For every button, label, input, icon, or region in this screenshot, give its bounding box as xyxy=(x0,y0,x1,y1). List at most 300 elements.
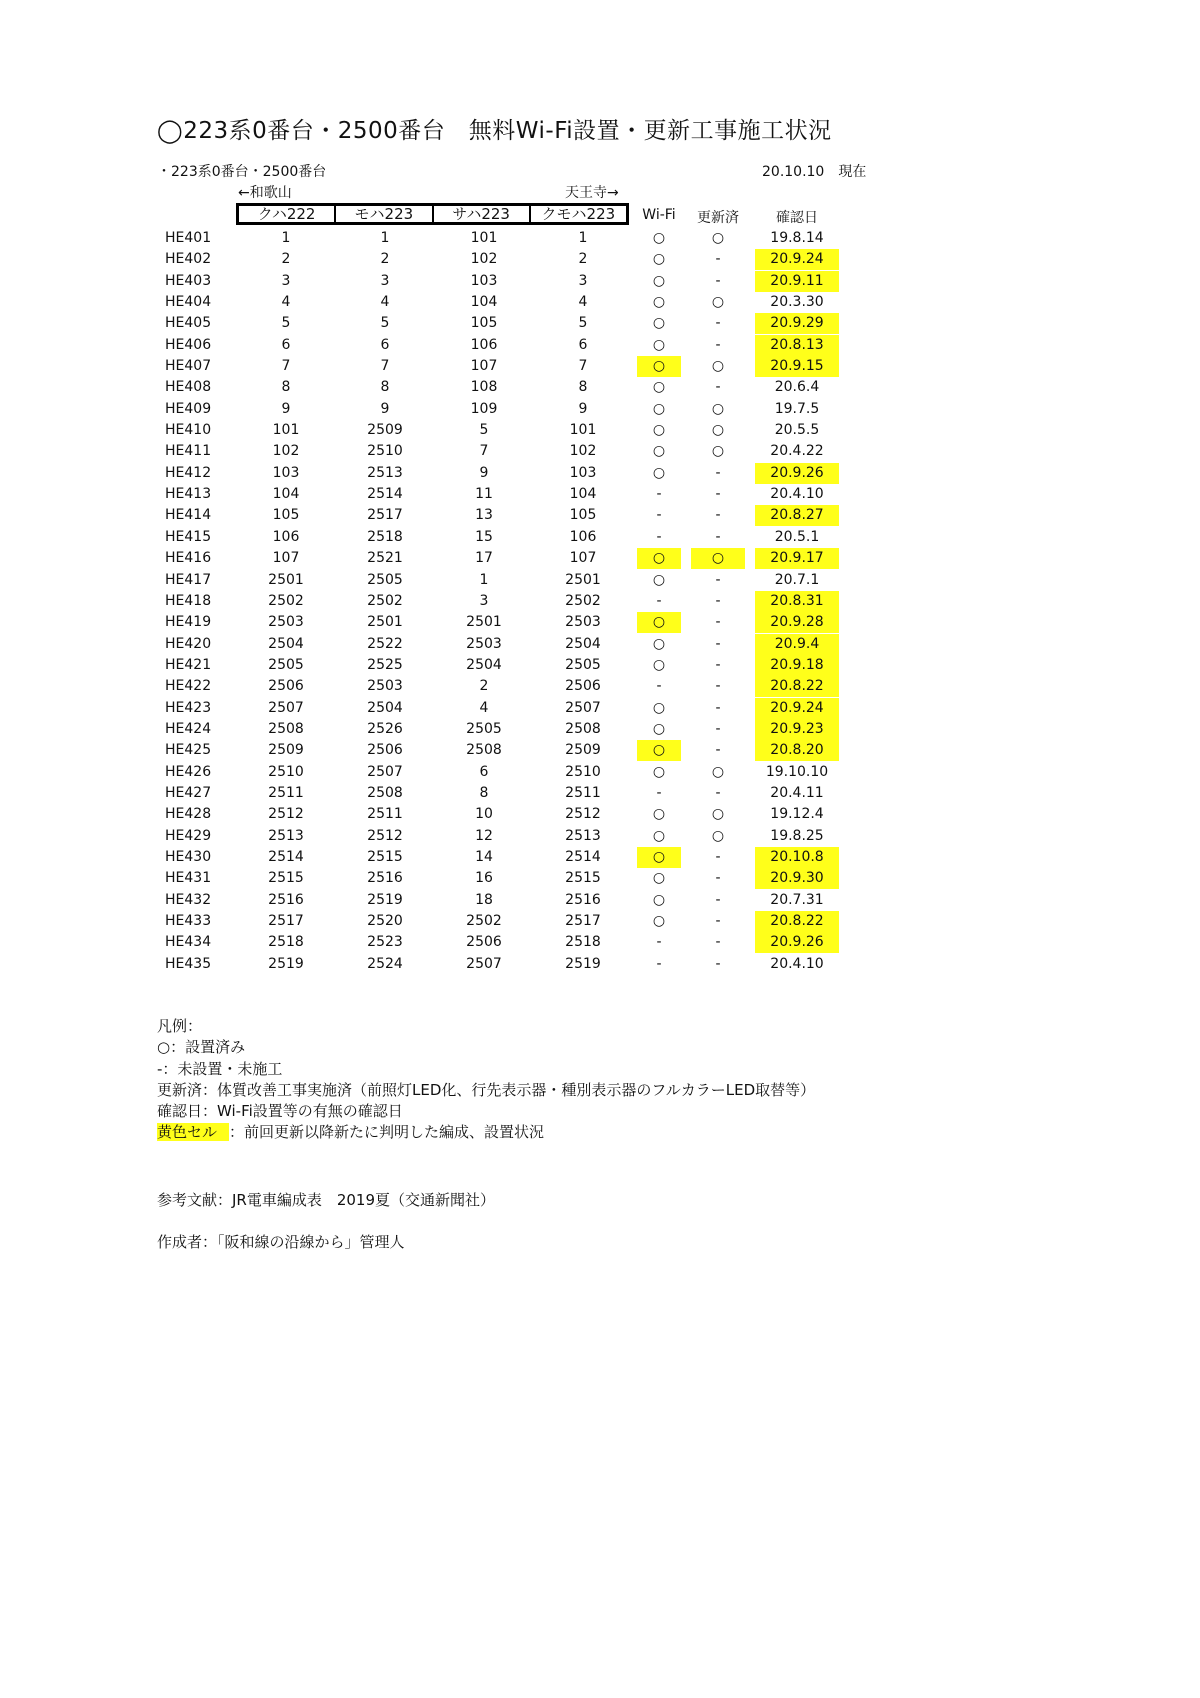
kuha222-number: 101 xyxy=(272,422,300,439)
formation-id: HE411 xyxy=(165,443,212,460)
formation-id: HE402 xyxy=(165,251,212,268)
checked-date: 20.8.22 xyxy=(755,676,839,697)
formation-id: HE415 xyxy=(165,528,212,545)
moha223-number: 4 xyxy=(380,294,390,311)
formation-id: HE417 xyxy=(165,571,212,588)
legend xyxy=(157,1016,815,1144)
moha223-number: 2513 xyxy=(367,464,403,481)
renewed-status: - xyxy=(715,592,721,609)
renewed-status: - xyxy=(715,528,721,545)
formation-id: HE430 xyxy=(165,848,212,865)
saha223-number: 2502 xyxy=(466,913,502,929)
checked-date: 20.4.11 xyxy=(770,784,824,801)
kumoha223-number: 2514 xyxy=(565,848,601,865)
kumoha223-number: 1 xyxy=(578,230,588,246)
saha223-number: 106 xyxy=(470,336,498,353)
renewed-status: - xyxy=(715,678,721,695)
kuha222-number: 102 xyxy=(272,443,300,460)
renewed-status: - xyxy=(715,336,721,353)
saha223-number: 2504 xyxy=(466,656,502,673)
formation-id: HE419 xyxy=(165,614,212,631)
car-header-kumoha223: クモハ223 xyxy=(541,205,616,223)
renewed-status: - xyxy=(715,784,721,801)
kuha222-number: 2501 xyxy=(268,571,304,588)
saha223-number: 6 xyxy=(479,763,489,780)
saha223-number: 104 xyxy=(470,294,498,311)
renewed-status: - xyxy=(715,635,721,652)
kuha222-number: 104 xyxy=(272,486,300,503)
direction-left-label: ←和歌山 xyxy=(238,185,292,201)
wifi-status: ○ xyxy=(652,230,666,246)
kumoha223-number: 2504 xyxy=(565,635,601,652)
checked-date: 20.8.22 xyxy=(755,911,839,932)
renewed-status: - xyxy=(715,486,721,503)
moha223-number: 2516 xyxy=(367,870,403,887)
checked-date: 20.9.4 xyxy=(755,634,839,655)
car-header-moha223: モハ223 xyxy=(336,206,433,222)
kuha222-number: 2504 xyxy=(268,635,304,652)
renewed-status: - xyxy=(715,507,721,524)
kuha222-number: 105 xyxy=(272,507,300,524)
saha223-number: 8 xyxy=(479,784,489,801)
renewed-status: - xyxy=(715,955,721,972)
renewed-status: ○ xyxy=(711,400,725,417)
kumoha223-number: 4 xyxy=(578,294,588,311)
legend-heading: 凡例： xyxy=(157,1017,203,1035)
kuha222-number: 8 xyxy=(281,379,291,396)
legend-yellow-desc: ：前回更新以降新たに判明した編成、設置状況 xyxy=(229,1123,545,1142)
formation-id: HE425 xyxy=(165,742,212,759)
renewed-status: - xyxy=(715,315,721,332)
wifi-status: ○ xyxy=(637,612,681,633)
saha223-number: 102 xyxy=(470,251,498,268)
moha223-number: 6 xyxy=(380,336,390,353)
checked-date: 20.9.24 xyxy=(755,249,839,270)
kumoha223-number: 2516 xyxy=(565,891,601,908)
formation-id: HE416 xyxy=(165,550,212,567)
formation-id: HE426 xyxy=(165,763,212,780)
kuha222-number: 2511 xyxy=(268,784,304,801)
legend-not-installed: -：未設置・未施工 xyxy=(157,1059,283,1078)
saha223-number: 3 xyxy=(479,592,489,609)
as-of-date: 20.10.10 現在 xyxy=(762,164,867,180)
renewed-status: ○ xyxy=(711,422,725,439)
moha223-number: 1 xyxy=(380,230,390,246)
checked-date: 20.9.26 xyxy=(755,463,839,484)
moha223-number: 8 xyxy=(380,379,390,396)
legend-installed: ○：設置済み xyxy=(157,1038,246,1057)
checked-date: 20.9.18 xyxy=(755,655,839,676)
kumoha223-number: 2513 xyxy=(565,827,601,844)
saha223-number: 11 xyxy=(475,486,493,503)
kumoha223-number: 105 xyxy=(569,507,597,524)
formation-id: HE401 xyxy=(165,230,212,246)
legend-renewed: 更新済：体質改善工事実施済（前照灯LED化、行先表示器・種別表示器のフルカラーLED取替等） xyxy=(157,1080,816,1099)
renewed-status: - xyxy=(715,720,721,737)
wifi-status: ○ xyxy=(637,356,681,377)
kumoha223-number: 5 xyxy=(578,315,588,332)
saha223-number: 12 xyxy=(475,827,493,844)
formation-id: HE428 xyxy=(165,806,212,823)
wifi-status: ○ xyxy=(652,443,666,460)
kumoha223-number: 107 xyxy=(569,550,597,567)
saha223-number: 7 xyxy=(479,443,489,460)
wifi-status: ○ xyxy=(652,379,666,396)
moha223-number: 2514 xyxy=(367,486,403,503)
checked-date: 20.5.1 xyxy=(774,528,820,545)
checked-date: 20.4.22 xyxy=(770,443,824,460)
checked-date: 20.9.28 xyxy=(755,612,839,633)
renewed-status: - xyxy=(715,656,721,673)
renewed-status: - xyxy=(715,379,721,396)
wifi-status: - xyxy=(656,678,662,695)
checked-date: 20.9.11 xyxy=(755,271,839,292)
renewed-status: - xyxy=(715,464,721,481)
kuha222-number: 4 xyxy=(281,294,291,311)
checked-date: 19.10.10 xyxy=(765,763,829,780)
kuha222-number: 2517 xyxy=(268,913,304,929)
saha223-number: 15 xyxy=(475,528,493,545)
car-header-saha223: サハ223 xyxy=(434,206,531,222)
checked-date: 20.4.10 xyxy=(770,486,824,503)
wifi-status: ○ xyxy=(637,548,681,569)
saha223-number: 13 xyxy=(475,507,493,524)
wifi-status: ○ xyxy=(652,827,666,844)
moha223-number: 2503 xyxy=(367,678,403,695)
saha223-number: 108 xyxy=(470,379,498,396)
moha223-number: 2509 xyxy=(367,422,403,439)
kumoha223-number: 2517 xyxy=(565,913,601,929)
kumoha223-number: 2509 xyxy=(565,742,601,759)
kumoha223-number: 2511 xyxy=(565,784,601,801)
checked-date: 20.9.30 xyxy=(755,868,839,889)
renewed-status: ○ xyxy=(711,294,725,311)
moha223-number: 2501 xyxy=(367,614,403,631)
formation-id: HE403 xyxy=(165,272,212,289)
kumoha223-number: 2510 xyxy=(565,763,601,780)
kumoha223-number: 3 xyxy=(578,272,588,289)
wifi-status: - xyxy=(656,507,662,524)
checked-date: 19.7.5 xyxy=(774,400,820,417)
checked-date-column-header: 確認日 xyxy=(776,210,818,226)
checked-date: 20.8.27 xyxy=(755,505,839,526)
moha223-number: 2518 xyxy=(367,528,403,545)
formation-id: HE435 xyxy=(165,955,212,972)
renewed-status: - xyxy=(715,614,721,631)
renewed-status: ○ xyxy=(711,806,725,823)
renewed-status: ○ xyxy=(711,827,725,844)
kuha222-number: 2510 xyxy=(268,763,304,780)
saha223-number: 107 xyxy=(470,358,498,375)
kumoha223-number: 8 xyxy=(578,379,588,396)
page-title: ◯223系0番台・2500番台 無料Wi-Fi設置・更新工事施工状況 xyxy=(157,118,832,144)
kuha222-number: 2503 xyxy=(268,614,304,631)
kuha222-number: 2519 xyxy=(268,955,304,972)
legend-checked: 確認日：Wi-Fi設置等の有無の確認日 xyxy=(157,1102,403,1121)
checked-date: 20.4.10 xyxy=(770,955,824,972)
saha223-number: 16 xyxy=(475,870,493,887)
moha223-number: 2523 xyxy=(367,934,403,951)
kumoha223-number: 106 xyxy=(569,528,597,545)
saha223-number: 17 xyxy=(475,550,493,567)
moha223-number: 2 xyxy=(380,251,390,268)
saha223-number: 2508 xyxy=(466,742,502,759)
renewed-column-header: 更新済 xyxy=(697,210,739,226)
saha223-number: 2503 xyxy=(466,635,502,652)
renewed-status: - xyxy=(715,272,721,289)
checked-date: 19.8.25 xyxy=(770,827,824,844)
renewed-status: ○ xyxy=(711,763,725,780)
formation-id: HE432 xyxy=(165,891,212,908)
wifi-status: ○ xyxy=(652,720,666,737)
wifi-status: ○ xyxy=(652,699,666,716)
renewed-status: - xyxy=(715,848,721,865)
moha223-number: 9 xyxy=(380,400,390,417)
wifi-status: ○ xyxy=(652,891,666,908)
kuha222-number: 2506 xyxy=(268,678,304,695)
kumoha223-number: 2501 xyxy=(565,571,601,588)
moha223-number: 2525 xyxy=(367,656,403,673)
wifi-status: - xyxy=(656,784,662,801)
kumoha223-number: 2506 xyxy=(565,678,601,695)
saha223-number: 2506 xyxy=(466,934,502,951)
moha223-number: 5 xyxy=(380,315,390,332)
checked-date: 20.9.24 xyxy=(755,698,839,719)
checked-date: 20.8.20 xyxy=(755,740,839,761)
wifi-status: ○ xyxy=(652,464,666,481)
formation-id: HE421 xyxy=(165,656,212,673)
kumoha223-number: 102 xyxy=(569,443,597,460)
saha223-number: 2 xyxy=(479,678,489,695)
kuha222-number: 2516 xyxy=(268,891,304,908)
renewed-status: - xyxy=(715,742,721,759)
saha223-number: 14 xyxy=(475,848,493,865)
kumoha223-number: 2508 xyxy=(565,720,601,737)
wifi-status: - xyxy=(656,486,662,503)
moha223-number: 2521 xyxy=(367,550,403,567)
moha223-number: 2508 xyxy=(367,784,403,801)
moha223-number: 2510 xyxy=(367,443,403,460)
kumoha223-number: 7 xyxy=(578,358,588,375)
wifi-status: ○ xyxy=(652,251,666,268)
moha223-number: 2506 xyxy=(367,742,403,759)
checked-date: 20.10.8 xyxy=(755,847,839,868)
saha223-number: 2507 xyxy=(466,955,502,972)
formation-id: HE433 xyxy=(165,913,212,929)
moha223-number: 2526 xyxy=(367,720,403,737)
kuha222-number: 107 xyxy=(272,550,300,567)
kuha222-number: 2502 xyxy=(268,592,304,609)
wifi-column-header: Wi-Fi xyxy=(642,207,676,223)
moha223-number: 3 xyxy=(380,272,390,289)
kuha222-number: 103 xyxy=(272,464,300,481)
renewed-status: ○ xyxy=(711,358,725,375)
kuha222-number: 9 xyxy=(281,400,291,417)
checked-date: 19.8.14 xyxy=(770,230,824,246)
kuha222-number: 2505 xyxy=(268,656,304,673)
kumoha223-number: 2507 xyxy=(565,699,601,716)
kumoha223-number: 2503 xyxy=(565,614,601,631)
checked-date: 20.9.15 xyxy=(755,356,839,377)
renewed-status: ○ xyxy=(711,230,725,246)
formation-id: HE413 xyxy=(165,486,212,503)
kumoha223-number: 2515 xyxy=(565,870,601,887)
renewed-status: ○ xyxy=(691,548,745,569)
saha223-number: 4 xyxy=(479,699,489,716)
formation-id: HE410 xyxy=(165,422,212,439)
kuha222-number: 7 xyxy=(281,358,291,375)
checked-date: 20.8.13 xyxy=(755,335,839,356)
formation-id: HE420 xyxy=(165,635,212,652)
kuha222-number: 2518 xyxy=(268,934,304,951)
kumoha223-number: 104 xyxy=(569,486,597,503)
renewed-status: ○ xyxy=(711,443,725,460)
moha223-number: 2505 xyxy=(367,571,403,588)
saha223-number: 1 xyxy=(479,571,489,588)
author: 作成者：「阪和線の沿線から」管理人 xyxy=(157,1233,405,1251)
moha223-number: 2524 xyxy=(367,955,403,972)
wifi-status: - xyxy=(656,528,662,545)
kuha222-number: 2 xyxy=(281,251,291,268)
renewed-status: - xyxy=(715,699,721,716)
wifi-status: - xyxy=(656,934,662,951)
wifi-status: ○ xyxy=(652,870,666,887)
checked-date: 20.9.26 xyxy=(755,932,839,953)
wifi-status: - xyxy=(656,592,662,609)
kuha222-number: 5 xyxy=(281,315,291,332)
renewed-status: - xyxy=(715,891,721,908)
kumoha223-number: 6 xyxy=(578,336,588,353)
kuha222-number: 2515 xyxy=(268,870,304,887)
kumoha223-number: 2505 xyxy=(565,656,601,673)
wifi-status: - xyxy=(656,955,662,972)
formation-id: HE405 xyxy=(165,315,212,332)
formation-id: HE422 xyxy=(165,678,212,695)
wifi-status: ○ xyxy=(652,422,666,439)
saha223-number: 2501 xyxy=(466,614,502,631)
kuha222-number: 2512 xyxy=(268,806,304,823)
renewed-status: - xyxy=(715,934,721,951)
kuha222-number: 2514 xyxy=(268,848,304,865)
reference: 参考文献：JR電車編成表 2019夏（交通新聞社） xyxy=(157,1191,496,1209)
moha223-number: 2511 xyxy=(367,806,403,823)
saha223-number: 9 xyxy=(479,464,489,481)
wifi-status: ○ xyxy=(652,635,666,652)
kuha222-number: 3 xyxy=(281,272,291,289)
wifi-status: ○ xyxy=(637,740,681,761)
checked-date: 19.12.4 xyxy=(770,806,824,823)
formation-id: HE429 xyxy=(165,827,212,844)
wifi-status: ○ xyxy=(652,806,666,823)
saha223-number: 109 xyxy=(470,400,498,417)
saha223-number: 2505 xyxy=(466,720,502,737)
kumoha223-number: 2512 xyxy=(565,806,601,823)
wifi-status: ○ xyxy=(652,656,666,673)
formation-id: HE424 xyxy=(165,720,212,737)
checked-date: 20.3.30 xyxy=(770,294,824,311)
moha223-number: 2520 xyxy=(367,913,403,929)
moha223-number: 2504 xyxy=(367,699,403,716)
moha223-number: 2512 xyxy=(367,827,403,844)
kuha222-number: 2509 xyxy=(268,742,304,759)
saha223-number: 18 xyxy=(475,891,493,908)
formation-id: HE406 xyxy=(165,336,212,353)
wifi-status: ○ xyxy=(652,336,666,353)
renewed-status: - xyxy=(715,571,721,588)
formation-id: HE427 xyxy=(165,784,212,801)
kumoha223-number: 2518 xyxy=(565,934,601,951)
formation-id: HE407 xyxy=(165,358,212,375)
checked-date: 20.6.4 xyxy=(774,379,820,396)
formation-id: HE404 xyxy=(165,294,212,311)
direction-right-label: 天王寺→ xyxy=(565,185,619,201)
section-subtitle: ・223系0番台・2500番台 xyxy=(157,164,327,180)
moha223-number: 2507 xyxy=(367,763,403,780)
formation-id: HE434 xyxy=(165,934,212,951)
kuha222-number: 2507 xyxy=(268,699,304,716)
kuha222-number: 6 xyxy=(281,336,291,353)
moha223-number: 2522 xyxy=(367,635,403,652)
moha223-number: 2517 xyxy=(367,507,403,524)
wifi-status: ○ xyxy=(637,847,681,868)
kuha222-number: 2508 xyxy=(268,720,304,737)
kumoha223-number: 2519 xyxy=(565,955,601,972)
formation-id: HE412 xyxy=(165,464,212,481)
saha223-number: 5 xyxy=(479,422,489,439)
formation-id: HE414 xyxy=(165,507,212,524)
formation-id: HE423 xyxy=(165,699,212,716)
saha223-number: 103 xyxy=(470,272,498,289)
car-type-header xyxy=(236,203,629,225)
legend-yellow-row xyxy=(157,1122,815,1143)
wifi-status: ○ xyxy=(652,272,666,289)
legend-yellow-cell: 黄色セル xyxy=(157,1123,229,1141)
saha223-number: 10 xyxy=(475,806,493,823)
wifi-status: ○ xyxy=(652,913,666,929)
formation-id: HE418 xyxy=(165,592,212,609)
checked-date: 20.9.29 xyxy=(755,313,839,334)
moha223-number: 2515 xyxy=(367,848,403,865)
formation-id: HE431 xyxy=(165,870,212,887)
kumoha223-number: 2502 xyxy=(565,592,601,609)
kumoha223-number: 103 xyxy=(569,464,597,481)
kuha222-number: 106 xyxy=(272,528,300,545)
formation-id: HE409 xyxy=(165,400,212,417)
renewed-status: - xyxy=(715,870,721,887)
formation-id: HE408 xyxy=(165,379,212,396)
kuha222-number: 2513 xyxy=(268,827,304,844)
saha223-number: 101 xyxy=(470,230,498,246)
moha223-number: 2502 xyxy=(367,592,403,609)
checked-date: 20.7.31 xyxy=(770,891,824,908)
kumoha223-number: 101 xyxy=(569,422,597,439)
car-header-kuha222: クハ222 xyxy=(239,206,336,222)
checked-date: 20.9.17 xyxy=(755,548,839,569)
checked-date: 20.9.23 xyxy=(755,719,839,740)
saha223-number: 105 xyxy=(470,315,498,332)
renewed-status: - xyxy=(715,913,721,929)
moha223-number: 2519 xyxy=(367,891,403,908)
checked-date: 20.5.5 xyxy=(774,422,820,439)
renewed-status: - xyxy=(715,251,721,268)
wifi-status: ○ xyxy=(652,294,666,311)
kumoha223-number: 9 xyxy=(578,400,588,417)
moha223-number: 7 xyxy=(380,358,390,375)
checked-date: 20.8.31 xyxy=(755,591,839,612)
kuha222-number: 1 xyxy=(281,230,291,246)
wifi-status: ○ xyxy=(652,400,666,417)
kumoha223-number: 2 xyxy=(578,251,588,268)
